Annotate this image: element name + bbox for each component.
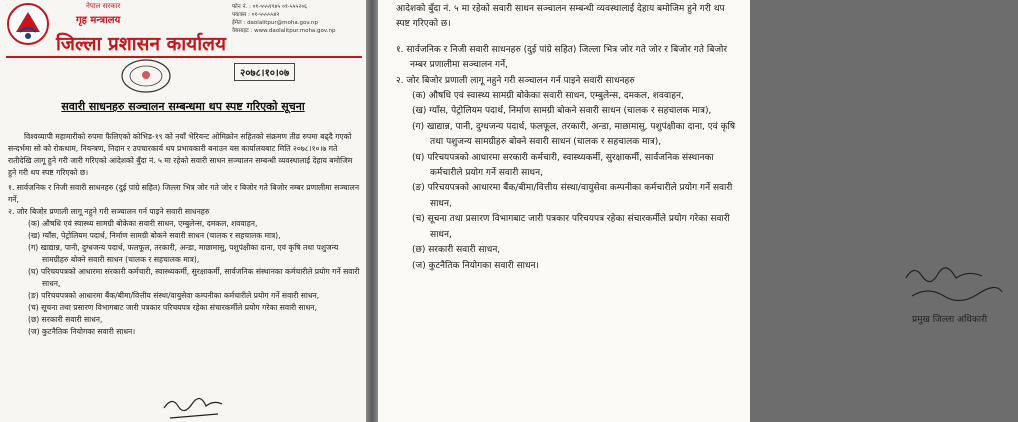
contact-line: वेबसाइट : www.daolalitpur.moha.gov.np: [232, 28, 336, 34]
list-item: (च) सूचना तथा प्रसारण विभागबाट जारी पत्रकार परिचयपत्र रहेका संचारकर्मीले प्रयोग गरेका सवारी साधन,: [28, 303, 317, 312]
nepal-emblem-icon: [6, 2, 50, 46]
notice-date: २०७८।१०।०७: [234, 63, 295, 81]
list-item: (ख) ग्याँस, पेट्रोलियम पदार्थ, निर्माण सामग्री बोकने सवारी साधन (चालक र सहचालक मात्र),: [28, 231, 281, 240]
notice-heading-text: सवारी साधनहरु सञ्चालन सम्बन्धमा थप स्पष्ट गरिएको सूचना: [61, 100, 305, 113]
list-item: (च) सूचना तथा प्रसारण विभागबाट जारी पत्रकार परिचयपत्र रहेका संचारकर्मीले प्रयोग गरेका सवारी साधन,: [412, 214, 730, 240]
contact-line: फ्याक्स : ०१-५५५५५४२: [232, 12, 280, 18]
list-item: (ज) कुटनैतिक नियोगका सवारी साधन।: [412, 260, 539, 271]
ministry-name: गृह मन्त्रालय: [76, 15, 121, 26]
list-item: (छ) सरकारी सवारी साधन,: [412, 245, 501, 256]
point-2: २. जोर बिजोर प्रणाली लागू नहुने गरी सञ्चालन गर्न पाइने सवारी साधनहरु: [396, 75, 635, 86]
list-item: (ग) खाद्यान्न, पानी, दुग्धजन्य पदार्थ, फलफूल, तरकारी, अन्डा, माछामासु, पशुपंक्षीका दाना, एवं कृषि तथा पशुजन्य सामग्रीहरु बोक्ने सवारी साधन (चालक र सहचालक मात्र),: [412, 121, 736, 148]
list-item: (छ) सरकारी सवारी साधन,: [28, 315, 103, 324]
signature-icon: [898, 262, 1018, 332]
signature-icon: [160, 394, 230, 422]
list-item: (घ) परिचयपत्रको आधारमा सरकारी कर्मचारी, स्वास्थ्यकर्मी, सुरक्षाकर्मी, सार्वजनिक संस्थानका कर्मचारीले प्रयोग गर्ने सवारी साधन,: [28, 267, 360, 288]
intro-continued: आदेशको बुँदा नं. ५ मा रहेको सवारी साधन सञ्चालन सम्बन्धी व्यवस्थालाई देहाय बमोजिम हुने गरी थप स्पष्ट गरिएको छ।: [396, 4, 725, 30]
notice-body-continued: [396, 2, 740, 274]
notice-body: [8, 131, 360, 338]
left-page: [0, 0, 366, 422]
contact-line: ईमेल : daolalitpur@moha.gov.np: [232, 20, 318, 26]
list-item: (ग) खाद्यान्न, पानी, दुग्धजन्य पदार्थ, फलफूल, तरकारी, अन्डा, माछामासु, पशुपंक्षीका दाना, एवं कृषि तथा पशुजन्य सामग्रीहरु बोक्ने सवारी साधन (चालक र सहचालक मात्र),: [28, 243, 339, 264]
letterhead-divider: [6, 56, 362, 58]
list-item: (ज) कुटनैतिक नियोगका सवारी साधन।: [28, 327, 136, 336]
list-item: (घ) परिचयपत्रको आधारमा सरकारी कर्मचारी, स्वास्थ्यकर्मी, सुरक्षाकर्मी, सार्वजनिक संस्थानका कर्मचारीले प्रयोग गर्ने सवारी साधन,: [412, 152, 714, 179]
right-page: [378, 0, 988, 422]
list-item: (ख) ग्याँस, पेट्रोलियम पदार्थ, निर्माण सामग्री बोकने सवारी साधन (चालक र सहचालक मात्र),: [412, 106, 712, 117]
list-item: (ङ) परिचयपत्रको आधारमा बैंक/बीमा/वित्तीय संस्था/वायुसेवा कम्पनीका कर्मचारीले प्रयोग गर्ने सवारी साधन,: [412, 183, 733, 209]
gov-line-1: नेपाल सरकार: [86, 2, 121, 10]
list-item: (क) औषधि एवं स्वास्थ्य सामग्री बोकेका सवारी साधन, एम्बुलेन्स, दमकल, शववाहन,: [28, 219, 258, 228]
signature-title: प्रमुख जिल्ला अधिकारी: [912, 315, 988, 325]
office-stamp-icon: [120, 58, 172, 94]
intro-paragraph: विश्वव्यापी महामारीको रुपमा फैलिएको कोभिड-१९ को नयाँ भेरियन्ट ओमिक्रोन सहितको संक्रमण तीव्र रुपमा बढ्दै गएको सन्दर्भमा सो को रोकथाम, नियन्त्रण, निदान र उपचारकार्य थप प्रभावकारी बनाउन यस कार्यालयबाट मिति २०७८।१०।७ गते रातीदेखि लागू हुने गरी जारी गरिएको आदेशको बुँदा नं. ५ मा रहेको सवारी साधन सञ्चालन सम्बन्धी व्यवस्थालाई देहाय बमोजिम हुने गरी थप स्पष्ट गरिएको छ।: [8, 132, 353, 177]
contact-line: फोन नं. : ०१-५५५११४५ ०१-५५५२०६: [232, 4, 307, 10]
list-item: (ङ) परिचयपत्रको आधारमा बैंक/बीमा/वित्तीय संस्था/वायुसेवा कम्पनीका कर्मचारीले प्रयोग गर्ने सवारी साधन,: [28, 291, 320, 300]
notice-heading: [0, 99, 366, 114]
point-1: १. सार्वजनिक र निजी सवारी साधनहरु (दुई पांग्रे सहित) जिल्ला भित्र जोर गते जोर र बिजोर गते बिजोर नम्बर प्रणालीमा सञ्चालन गर्ने,: [8, 183, 360, 204]
contact-block: [232, 3, 362, 35]
page-gutter: [366, 0, 378, 422]
list-item: (क) औषधि एवं स्वास्थ्य सामग्री बोकेका सवारी साधन, एम्बुलेन्स, दमकल, शववाहन,: [412, 91, 684, 102]
point-1: १. सार्वजनिक र निजी सवारी साधनहरु (दुई पांग्रे सहित) जिल्ला भित्र जोर गते जोर र बिजोर गते बिजोर नम्बर प्रणालीमा सञ्चालन गर्ने,: [396, 44, 728, 71]
point-2: २. जोर बिजोर प्रणाली लागू नहुने गरी सञ्चालन गर्न पाइने सवारी साधनहरु: [8, 207, 210, 216]
office-title: जिल्ला प्रशासन कार्यालय: [56, 33, 227, 55]
